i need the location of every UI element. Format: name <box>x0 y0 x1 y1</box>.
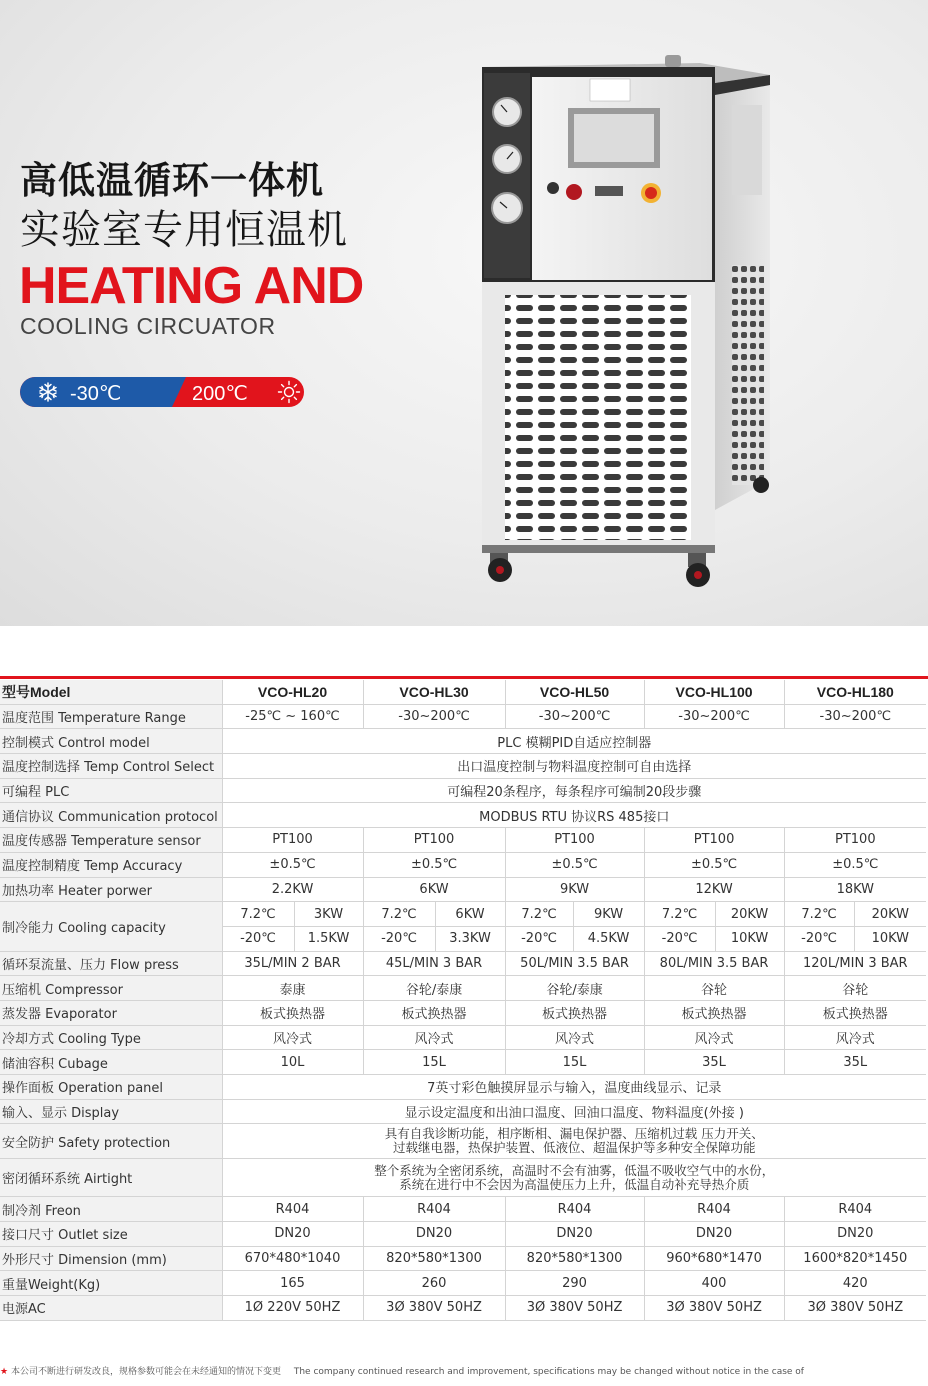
table-cell: 10L <box>222 1050 363 1075</box>
table-cell: 820*580*1300 <box>505 1246 644 1271</box>
table-cell: ±0.5℃ <box>644 852 784 877</box>
table-row <box>0 828 926 853</box>
table-cell: 板式换热器 <box>784 1000 926 1025</box>
table-cell: -20℃ <box>222 926 294 951</box>
table-cell: 7.2℃ <box>644 902 715 927</box>
row-label: 加热功率 Heater porwer <box>0 877 222 902</box>
table-cell: PT100 <box>505 828 644 853</box>
table-cell: 3Ø 380V 50HZ <box>505 1296 644 1321</box>
table-cell: 风冷式 <box>505 1025 644 1050</box>
temp-low-label: -30℃ <box>70 383 122 405</box>
model-cell: VCO-HL50 <box>505 680 644 704</box>
table-row <box>0 1197 926 1222</box>
table-cell: 3Ø 380V 50HZ <box>784 1296 926 1321</box>
table-cell <box>222 1124 926 1159</box>
table-cell: 风冷式 <box>784 1025 926 1050</box>
table-cell: 谷轮/泰康 <box>363 976 505 1001</box>
row-label: 型号Model <box>0 680 222 704</box>
row-label: 输入、显示 Display <box>0 1099 222 1124</box>
table-cell: -20℃ <box>363 926 435 951</box>
table-cell: 3KW <box>294 902 363 927</box>
table-row <box>0 1000 926 1025</box>
temp-high-label: 200℃ <box>192 383 248 405</box>
table-cell: 9KW <box>573 902 644 927</box>
table-cell: 板式换热器 <box>505 1000 644 1025</box>
snowflake-icon <box>37 381 59 403</box>
table-cell: 35L/MIN 2 BAR <box>222 951 363 976</box>
spec-table <box>0 680 926 1321</box>
table-cell: 420 <box>784 1271 926 1296</box>
row-label: 制冷能力 Cooling capacity <box>0 902 222 951</box>
table-cell: 谷轮/泰康 <box>505 976 644 1001</box>
table-cell: PT100 <box>784 828 926 853</box>
row-label: 控制模式 Control model <box>0 729 222 754</box>
product-image <box>470 55 785 600</box>
table-cell: 15L <box>505 1050 644 1075</box>
table-cell: -20℃ <box>505 926 573 951</box>
table-cell: DN20 <box>505 1222 644 1247</box>
table-cell: 1600*820*1450 <box>784 1246 926 1271</box>
table-row <box>0 1075 926 1100</box>
table-cell: 960*680*1470 <box>644 1246 784 1271</box>
row-label: 重量Weight(Kg) <box>0 1271 222 1296</box>
table-row <box>0 877 926 902</box>
title-cn-2: 实验室专用恒温机 <box>20 207 348 253</box>
table-cell: PT100 <box>222 828 363 853</box>
row-label: 温度范围 Temperature Range <box>0 704 222 729</box>
table-top-rule <box>0 676 928 679</box>
table-cell: DN20 <box>644 1222 784 1247</box>
table-cell: 显示设定温度和出油口温度、回油口温度、物料温度(外接 ) <box>222 1099 926 1124</box>
table-cell: -30~200℃ <box>363 704 505 729</box>
table-row <box>0 680 926 704</box>
cell-line: 具有自我诊断功能，相序断相、漏电保护器、压缩机过载 压力开关、 <box>384 1126 764 1142</box>
cell-line: 过载继电器，热保护装置、低液位、超温保护等多种安全保障功能 <box>393 1140 756 1156</box>
row-label: 可编程 PLC <box>0 778 222 803</box>
title-en-1: HEATING AND <box>19 257 364 315</box>
table-row <box>0 1296 926 1321</box>
table-cell: 7.2℃ <box>222 902 294 927</box>
table-cell: 20KW <box>715 902 784 927</box>
table-cell: 50L/MIN 3.5 BAR <box>505 951 644 976</box>
table-cell: R404 <box>505 1197 644 1222</box>
table-row <box>0 1271 926 1296</box>
cell-line: 整个系统为全密闭系统，高温时不会有油雾，低温不吸收空气中的水份， <box>374 1162 775 1178</box>
table-cell: 3.3KW <box>435 926 505 951</box>
table-cell: -30~200℃ <box>784 704 926 729</box>
table-cell: 1Ø 220V 50HZ <box>222 1296 363 1321</box>
row-label: 外形尺寸 Dimension (mm) <box>0 1246 222 1271</box>
row-label: 电源AC <box>0 1296 222 1321</box>
table-cell: 4.5KW <box>573 926 644 951</box>
table-cell: -20℃ <box>644 926 715 951</box>
table-cell: PLC 模糊PID自适应控制器 <box>222 729 926 754</box>
table-row <box>0 852 926 877</box>
table-cell: 泰康 <box>222 976 363 1001</box>
table-row <box>0 1025 926 1050</box>
table-cell: 3Ø 380V 50HZ <box>363 1296 505 1321</box>
table-cell: 7.2℃ <box>363 902 435 927</box>
temperature-range-badge <box>20 377 304 407</box>
table-cell: 风冷式 <box>363 1025 505 1050</box>
row-label: 温度传感器 Temperature sensor <box>0 828 222 853</box>
table-cell: 80L/MIN 3.5 BAR <box>644 951 784 976</box>
cell-line: 系统在进行中不会因为高温使压力上升，低温自动补充导热介质 <box>399 1176 750 1192</box>
model-cell: VCO-HL100 <box>644 680 784 704</box>
row-label: 冷却方式 Cooling Type <box>0 1025 222 1050</box>
table-cell: 165 <box>222 1271 363 1296</box>
table-cell: PT100 <box>644 828 784 853</box>
table-row <box>0 729 926 754</box>
table-cell: 6KW <box>363 877 505 902</box>
row-label: 密闭循环系统 Airtight <box>0 1159 222 1197</box>
table-cell: 板式换热器 <box>222 1000 363 1025</box>
row-label: 蒸发器 Evaporator <box>0 1000 222 1025</box>
footer-note <box>0 1364 928 1377</box>
star-icon: ★ <box>0 1367 9 1377</box>
table-cell: 风冷式 <box>644 1025 784 1050</box>
table-cell: R404 <box>363 1197 505 1222</box>
table-cell: 20KW <box>854 902 926 927</box>
table-row <box>0 951 926 976</box>
table-cell: 谷轮 <box>784 976 926 1001</box>
table-cell: 35L <box>644 1050 784 1075</box>
table-row <box>0 778 926 803</box>
sun-icon <box>277 380 301 404</box>
hero-banner <box>0 0 928 626</box>
footer-en-text: The company continued research and improvement, specifications may be changed without notice in the case of <box>293 1367 804 1377</box>
table-cell: 7.2℃ <box>505 902 573 927</box>
table-cell: -25℃ ~ 160℃ <box>222 704 363 729</box>
table-cell: 670*480*1040 <box>222 1246 363 1271</box>
table-row <box>0 1246 926 1271</box>
table-cell: 35L <box>784 1050 926 1075</box>
table-cell: ±0.5℃ <box>222 852 363 877</box>
model-cell: VCO-HL180 <box>784 680 926 704</box>
table-row <box>0 976 926 1001</box>
table-cell: 谷轮 <box>644 976 784 1001</box>
table-cell: 18KW <box>784 877 926 902</box>
table-row <box>0 704 926 729</box>
table-cell: DN20 <box>363 1222 505 1247</box>
table-cell: -20℃ <box>784 926 854 951</box>
table-cell: 板式换热器 <box>363 1000 505 1025</box>
table-row <box>0 1124 926 1159</box>
table-cell: 15L <box>363 1050 505 1075</box>
title-cn-1: 高低温循环一体机 <box>20 159 324 202</box>
row-label: 制冷剂 Freon <box>0 1197 222 1222</box>
model-cell: VCO-HL20 <box>222 680 363 704</box>
table-row <box>0 754 926 779</box>
row-label: 操作面板 Operation panel <box>0 1075 222 1100</box>
table-cell: 10KW <box>854 926 926 951</box>
table-cell: PT100 <box>363 828 505 853</box>
table-cell: 7.2℃ <box>784 902 854 927</box>
row-label: 通信协议 Communication protocol <box>0 803 222 828</box>
table-cell: 45L/MIN 3 BAR <box>363 951 505 976</box>
table-cell: 120L/MIN 3 BAR <box>784 951 926 976</box>
table-row <box>0 803 926 828</box>
row-label: 储油容积 Cubage <box>0 1050 222 1075</box>
table-cell: 2.2KW <box>222 877 363 902</box>
table-cell: 12KW <box>644 877 784 902</box>
table-cell: DN20 <box>222 1222 363 1247</box>
table-row <box>0 1099 926 1124</box>
table-cell <box>222 1159 926 1197</box>
table-cell: 6KW <box>435 902 505 927</box>
title-en-2: COOLING CIRCUATOR <box>20 313 276 339</box>
footer-cn-text: 本公司不断进行研发改良，规格参数可能会在未经通知的情况下变更 <box>10 1367 281 1377</box>
table-cell: -30~200℃ <box>644 704 784 729</box>
table-cell: DN20 <box>784 1222 926 1247</box>
row-label: 安全防护 Safety protection <box>0 1124 222 1159</box>
table-cell: 7英寸彩色触摸屏显示与输入，温度曲线显示、记录 <box>222 1075 926 1100</box>
row-label: 循环泵流量、压力 Flow press <box>0 951 222 976</box>
table-cell: 820*580*1300 <box>363 1246 505 1271</box>
table-cell: R404 <box>644 1197 784 1222</box>
table-cell: 9KW <box>505 877 644 902</box>
table-cell: 10KW <box>715 926 784 951</box>
table-row <box>0 1050 926 1075</box>
row-label: 压缩机 Compressor <box>0 976 222 1001</box>
table-row <box>0 902 926 927</box>
table-cell: 290 <box>505 1271 644 1296</box>
model-cell: VCO-HL30 <box>363 680 505 704</box>
table-cell: 1.5KW <box>294 926 363 951</box>
table-cell: 3Ø 380V 50HZ <box>644 1296 784 1321</box>
table-cell: ±0.5℃ <box>505 852 644 877</box>
table-row <box>0 1159 926 1197</box>
row-label: 接口尺寸 Outlet size <box>0 1222 222 1247</box>
row-label: 温度控制选择 Temp Control Select <box>0 754 222 779</box>
table-cell: 400 <box>644 1271 784 1296</box>
table-cell: 260 <box>363 1271 505 1296</box>
table-cell: R404 <box>222 1197 363 1222</box>
table-cell: 可编程20条程序，每条程序可编制20段步骤 <box>222 778 926 803</box>
table-cell: MODBUS RTU 协议RS 485接口 <box>222 803 926 828</box>
table-cell: ±0.5℃ <box>363 852 505 877</box>
table-row <box>0 1222 926 1247</box>
row-label: 温度控制精度 Temp Accuracy <box>0 852 222 877</box>
table-cell: ±0.5℃ <box>784 852 926 877</box>
table-cell: -30~200℃ <box>505 704 644 729</box>
table-cell: 出口温度控制与物料温度控制可自由选择 <box>222 754 926 779</box>
table-cell: R404 <box>784 1197 926 1222</box>
table-cell: 风冷式 <box>222 1025 363 1050</box>
table-cell: 板式换热器 <box>644 1000 784 1025</box>
